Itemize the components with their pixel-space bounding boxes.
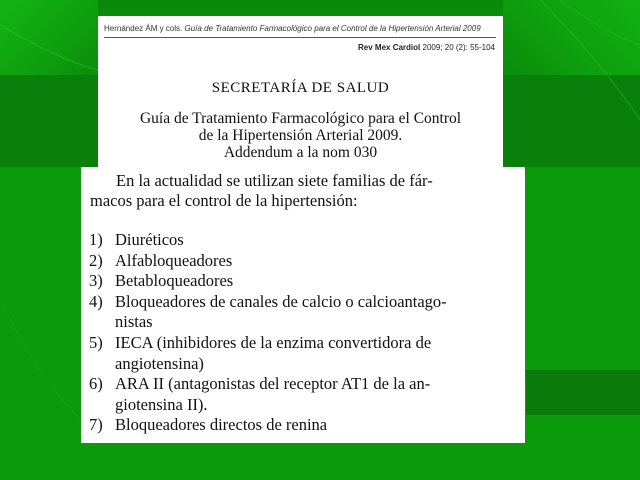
journal-volume: 2009; 20 (2): 55-104 [422,43,495,52]
intro-paragraph [90,171,516,211]
document-header-section [98,16,503,167]
list-item [89,230,519,251]
list-item-continuation: nistas [115,312,153,332]
citation-header [104,24,496,38]
background-corner-right [503,0,640,75]
list-item-number: 4) [89,291,103,311]
list-item-continuation: giotensina II). [115,394,208,414]
list-item-number: 2) [89,250,103,270]
list-item-text: Diuréticos [115,230,184,249]
header-authors: Hernández ÁM y cols. [104,24,183,33]
list-item-text: Alfabloqueadores [115,250,233,270]
guide-title-line-1: Guía de Tratamiento Farmacológico para el Control [139,110,462,127]
list-item [89,251,519,272]
document-body-section [81,167,525,443]
list-item-text: Bloqueadores de canales de calcio o calcioantago- [115,291,447,311]
intro-line-1: En la actualidad se utilizan siete familias de fár- [116,171,433,190]
background-corner-left [0,0,98,75]
guide-title-line-3: Addendum a la nom 030 [223,144,378,161]
list-item-number: 1) [89,230,103,249]
agency-title: SECRETARÍA DE SALUD [211,80,390,96]
list-item-text: ARA II (antagonistas del receptor AT1 de la an- [115,374,431,394]
list-item [89,415,519,436]
list-item-number: 7) [89,415,103,435]
list-item [89,333,519,374]
list-item-number: 5) [89,332,103,352]
list-item-text: Bloqueadores directos de renina [115,415,328,435]
journal-name: Rev Mex Cardiol [358,43,421,52]
list-item-text: Betabloqueadores [115,271,234,291]
intro-line-2: macos para el control de la hipertensión: [90,191,358,210]
list-item-text: IECA (inhibidores de la enzima convertidora de [115,332,432,352]
list-item-number: 6) [89,374,103,394]
list-item [89,374,519,415]
header-guide-title: Guía de Tratamiento Farmacológico para el Control de la Hipertensión Arterial 2009 [184,24,481,33]
background-block-right [503,75,640,167]
journal-citation [358,43,495,52]
list-item [89,271,519,292]
guide-title-line-2: de la Hipertensión Arterial 2009. [198,127,403,144]
guide-title [98,110,503,161]
drug-family-list [89,230,519,436]
background-stripe-right [526,370,640,415]
list-item-continuation: angiotensina) [115,353,204,373]
list-item [89,292,519,333]
background-block-left [0,75,98,167]
list-item-number: 3) [89,271,103,291]
